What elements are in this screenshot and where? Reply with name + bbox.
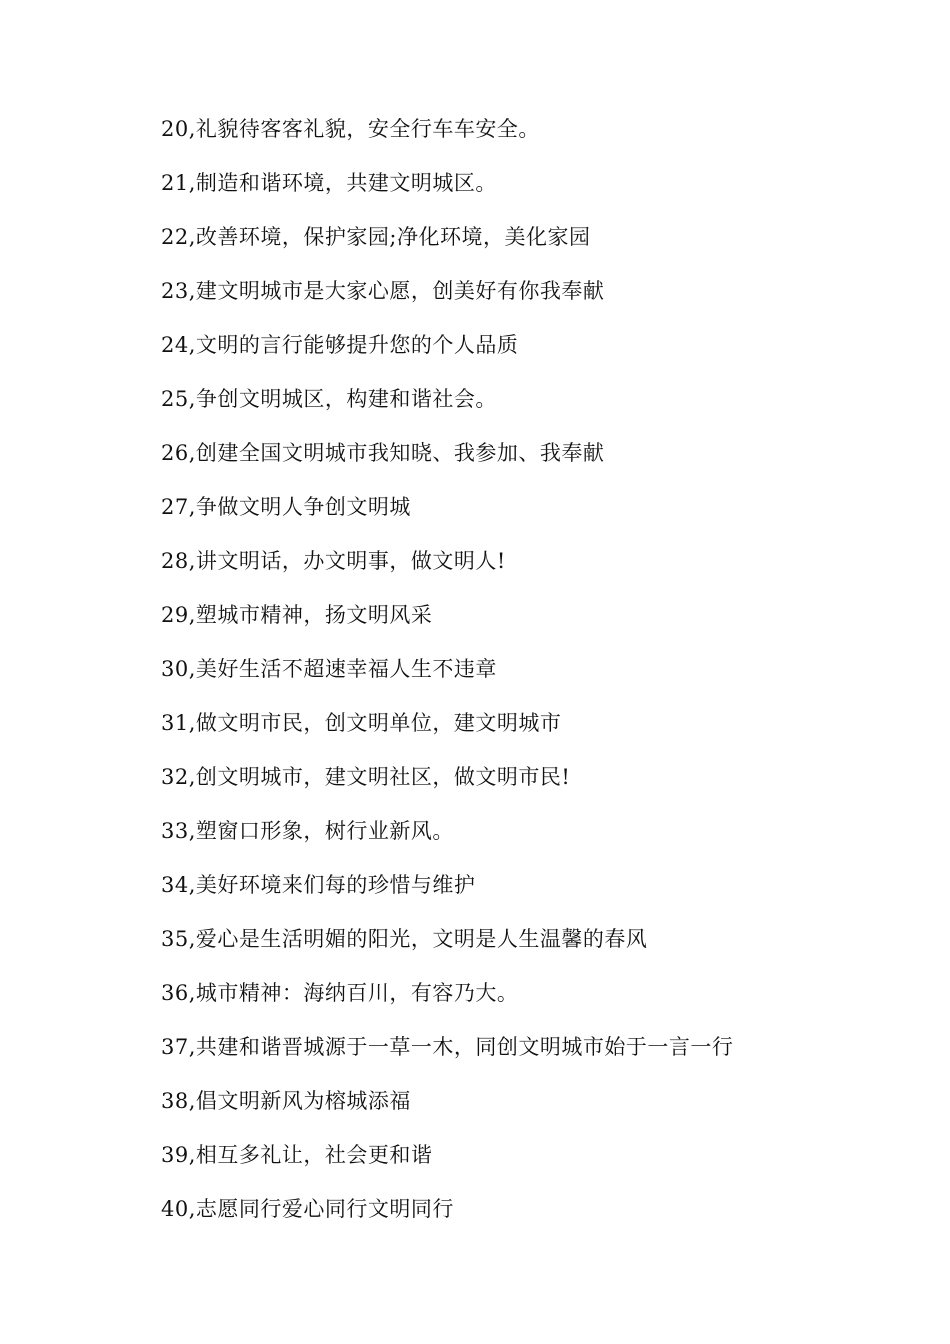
list-item: 23,建文明城市是大家心愿，创美好有你我奉献 [161,279,605,303]
list-item: 31,做文明市民，创文明单位，建文明城市 [161,711,562,735]
list-item: 26,创建全国文明城市我知晓、我参加、我奉献 [161,441,605,465]
list-item: 29,塑城市精神，扬文明风采 [161,603,433,627]
list-item: 20,礼貌待客客礼貌，安全行车车安全。 [161,117,540,141]
list-item: 21,制造和谐环境，共建文明城区。 [161,171,497,195]
list-item: 36,城市精神：海纳百川，有容乃大。 [161,981,519,1005]
list-item: 37,共建和谐晋城源于一草一木，同创文明城市始于一言一行 [161,1035,734,1059]
list-item: 27,争做文明人争创文明城 [161,495,411,519]
list-item: 28,讲文明话，办文明事，做文明人! [161,549,506,573]
list-item: 34,美好环境来们每的珍惜与维护 [161,873,476,897]
list-item: 25,争创文明城区，构建和谐社会。 [161,387,497,411]
list-item: 39,相互多礼让，社会更和谐 [161,1143,433,1167]
list-item: 30,美好生活不超速幸福人生不违章 [161,657,497,681]
slogan-list [161,112,901,1246]
list-item: 35,爱心是生活明媚的阳光，文明是人生温馨的春风 [161,927,648,951]
list-item: 22,改善环境，保护家园;净化环境，美化家园 [161,225,591,249]
list-item: 40,志愿同行爱心同行文明同行 [161,1197,454,1221]
list-item: 33,塑窗口形象，树行业新风。 [161,819,454,843]
list-item: 32,创文明城市，建文明社区，做文明市民! [161,765,571,789]
list-item: 38,倡文明新风为榕城添福 [161,1089,411,1113]
list-item: 24,文明的言行能够提升您的个人品质 [161,333,519,357]
